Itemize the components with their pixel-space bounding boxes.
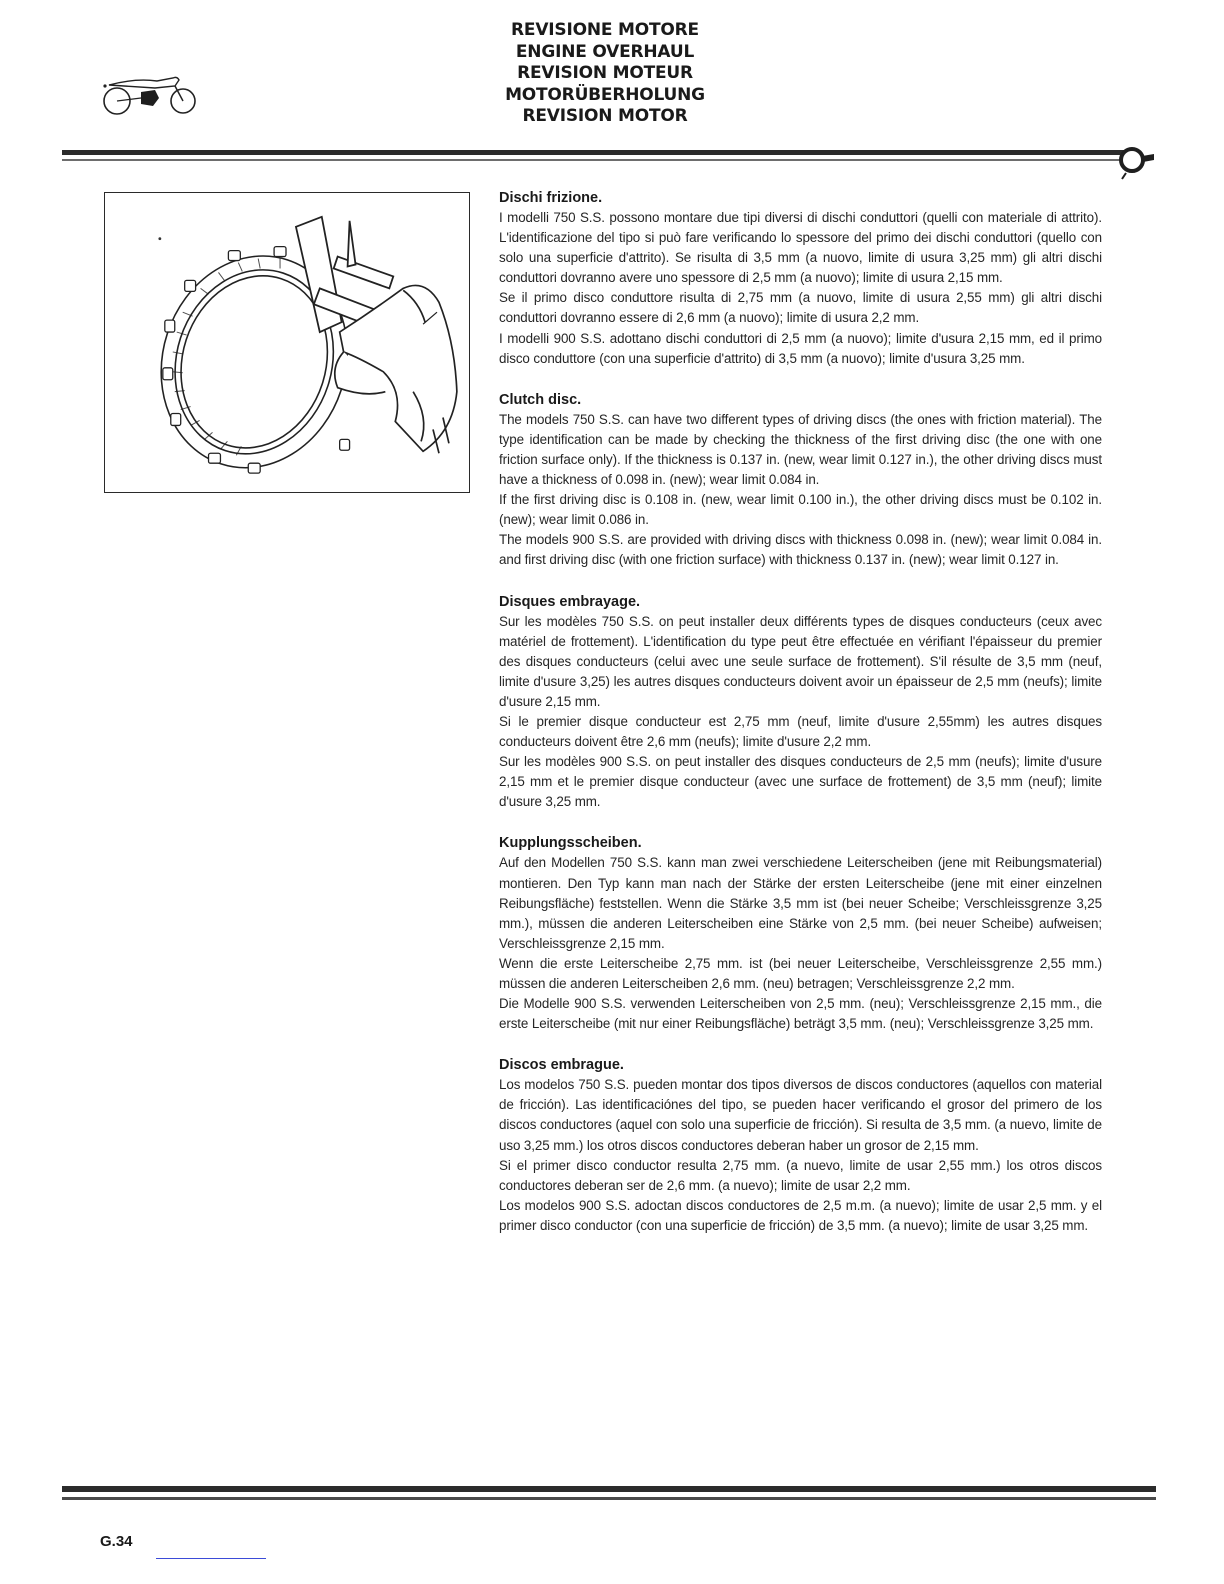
section-heading: Kupplungsscheiben. [499,835,642,852]
footer-underline [156,1558,266,1559]
section-heading: Discos embrague. [499,1057,624,1074]
section-italian [499,188,1102,369]
section-spanish [499,1055,1102,1236]
paragraph: Sur les modèles 750 S.S. on peut installer deux différents types de disques conducteurs (ceux avec matériel de frottement). L'identification du type peut être effectuée en vérifiant l'épaisseur du premier des disques conducteurs (celui avec une seule surface de frottement). S'il résulte de 3,5 mm (neuf, limite d'usure 3,25) les autres disques conducteurs doivent avoir un épaisseur de 2,5 mm (neufs); limite d'usure 2,15 mm. [499,613,1102,709]
paragraph: Sur les modèles 900 S.S. on peut installer des disques conducteurs de 2,5 mm (neufs); limite d'usure 2,15 mm et le premier disque conducteur (avec une surface de frottement) de 3,5 mm (neuf); limite d'usure 3,25 mm. [499,754,1102,810]
page-number: G.34 [100,1533,133,1550]
paragraph: I modelli 900 S.S. adottano dischi conduttori di 2,5 mm (a nuovo); limite d'usura 2,15 mm, ed il primo disco conduttore (con una superficie d'attrito) di 3,5 mm (a nuovo); limite d'usura 3,25 mm. [499,330,1102,366]
paragraph: The models 750 S.S. can have two different types of driving discs (the ones with friction material). The type identification can be made by checking the thickness of the first driving disc (the one with one friction surface only). If the thickness is 0.137 in. (new, wear limit 0.127 in.), the other driving discs must have a thickness of 0.098 in. (new); wear limit 0.084 in. [499,411,1102,488]
title-german: MOTORÜBERHOLUNG [505,84,705,105]
section-english [499,390,1102,571]
paragraph: If the first driving disc is 0.108 in. (new, wear limit 0.100 in.), the other driving discs must be 0.102 in. (new); wear limit 0.086 in. [499,492,1102,528]
paragraph: Se il primo disco conduttore risulta di 2,75 mm (a nuovo, limite di usura 2,55 mm) gli altri dischi conduttori dovranno essere di 2,6 mm (a nuovo); limite di usura 2,2 mm. [499,290,1102,326]
section-heading: Dischi frizione. [499,190,603,206]
paragraph: The models 900 S.S. are provided with driving discs with thickness 0.098 in. (new); wear limit 0.084 in. and first driving disc (with one friction surface) with thickness 0.137 in. (new); wear limit 0.127 in. [499,532,1102,568]
section-heading: Disques embrayage. [499,593,641,610]
caliper-measurement-illustration [105,193,469,492]
paragraph: Si el primer disco conductor resulta 2,75 mm. (a nuevo, limite de usar 2,55 mm.) los otros discos conductores deberan ser de 2,6 mm. (a nuevo); limite de usar 2,2 mm. [499,1157,1102,1193]
paragraph: I modelli 750 S.S. possono montare due tipi diversi di dischi conduttori (quelli con materiale di attrito). L'identificazione del tipo si può fare verificando lo spessore del primo dei dischi conduttori (quello con solo una superficie d'attrito). Se risulta di 3,5 mm (a nuovo, limite di usura 3,25 mm) gli altri dischi conduttori dovranno avere uno spessore di 2,5 mm (a nuovo); limite di usura 2,15 mm. [499,210,1102,286]
header-titles [440,20,770,128]
paragraph: Die Modelle 900 S.S. verwenden Leiterscheiben von 2,5 mm. (neu); Verschleissgrenze 2,15 mm., die erste Leiterscheibe (mit nur einer Reibungsfläche) beträgt 3,5 mm. (neu); Verschleissgrenze 3,25 mm. [499,996,1102,1032]
title-spanish: REVISION MOTOR [522,106,688,126]
paragraph: Los modelos 750 S.S. pueden montar dos tipos diversos de discos conductores (aquellos con material de fricción). Las identificaciónes del tipo, se pueden hacer verificando el grosor del primero de los discos conductores (aquel con solo una superficie de fricción). Si resulta de 3,5 mm. (a nuevo, limite de uso 3,25 mm.) los otros discos conductores deberan haber un grosor de 2,15 mm. [499,1077,1102,1153]
clutch-disc-caliper-figure [104,192,470,493]
section-french [499,592,1102,813]
footer-divider [62,1486,1156,1500]
title-french: REVISION MOTEUR [517,63,693,83]
section-heading: Clutch disc. [499,391,582,408]
paragraph: Los modelos 900 S.S. adoctan discos conductores de 2,5 m.m. (a nuevo); limite de usar 2,5 mm. y el primer disco conductor (con una superficie de fricción) de 3,5 mm. (a nuevo); limite de usar 3,25 mm. [499,1197,1102,1233]
paragraph: Si le premier disque conducteur est 2,75 mm (neuf, limite d'usure 2,55mm) les autres disques conducteurs doivent être 2,6 mm (neufs); limite d'usure 2,2 mm. [499,713,1102,750]
motorcycle-logo-icon [95,68,205,120]
paragraph: Wenn die erste Leiterscheibe 2,75 mm. ist (bei neuer Leiterscheibe, Verschleissgrenze 2,55 mm.) müssen die anderen Leiterscheiben 2,6 mm. (neu) betragen; Verschleissgrenze 2,2 mm. [499,955,1102,991]
header-divider [62,150,1132,161]
paragraph: Auf den Modellen 750 S.S. kann man zwei verschiedene Leiterscheiben (jene mit Reibungsmaterial) montieren. Den Typ kann man nach der Stärke der ersten Leiterscheibe (jene mit einer einzelnen Reibungsfläche) feststellen. Wenn die Stärke 3,5 mm ist (bei neuer Scheibe; Verschleissgrenze 3,25 mm.), müssen die anderen Leiterscheiben eine Stärke von 2,5 mm. (bei neuer Scheibe) aufweisen; Verschleissgrenze 2,15 mm. [499,855,1102,951]
text-column [499,188,1102,1257]
title-italian: REVISIONE MOTORE [511,20,699,40]
section-german [499,833,1102,1034]
gear-emblem-icon [1112,140,1156,180]
title-english: ENGINE OVERHAUL [515,41,695,62]
